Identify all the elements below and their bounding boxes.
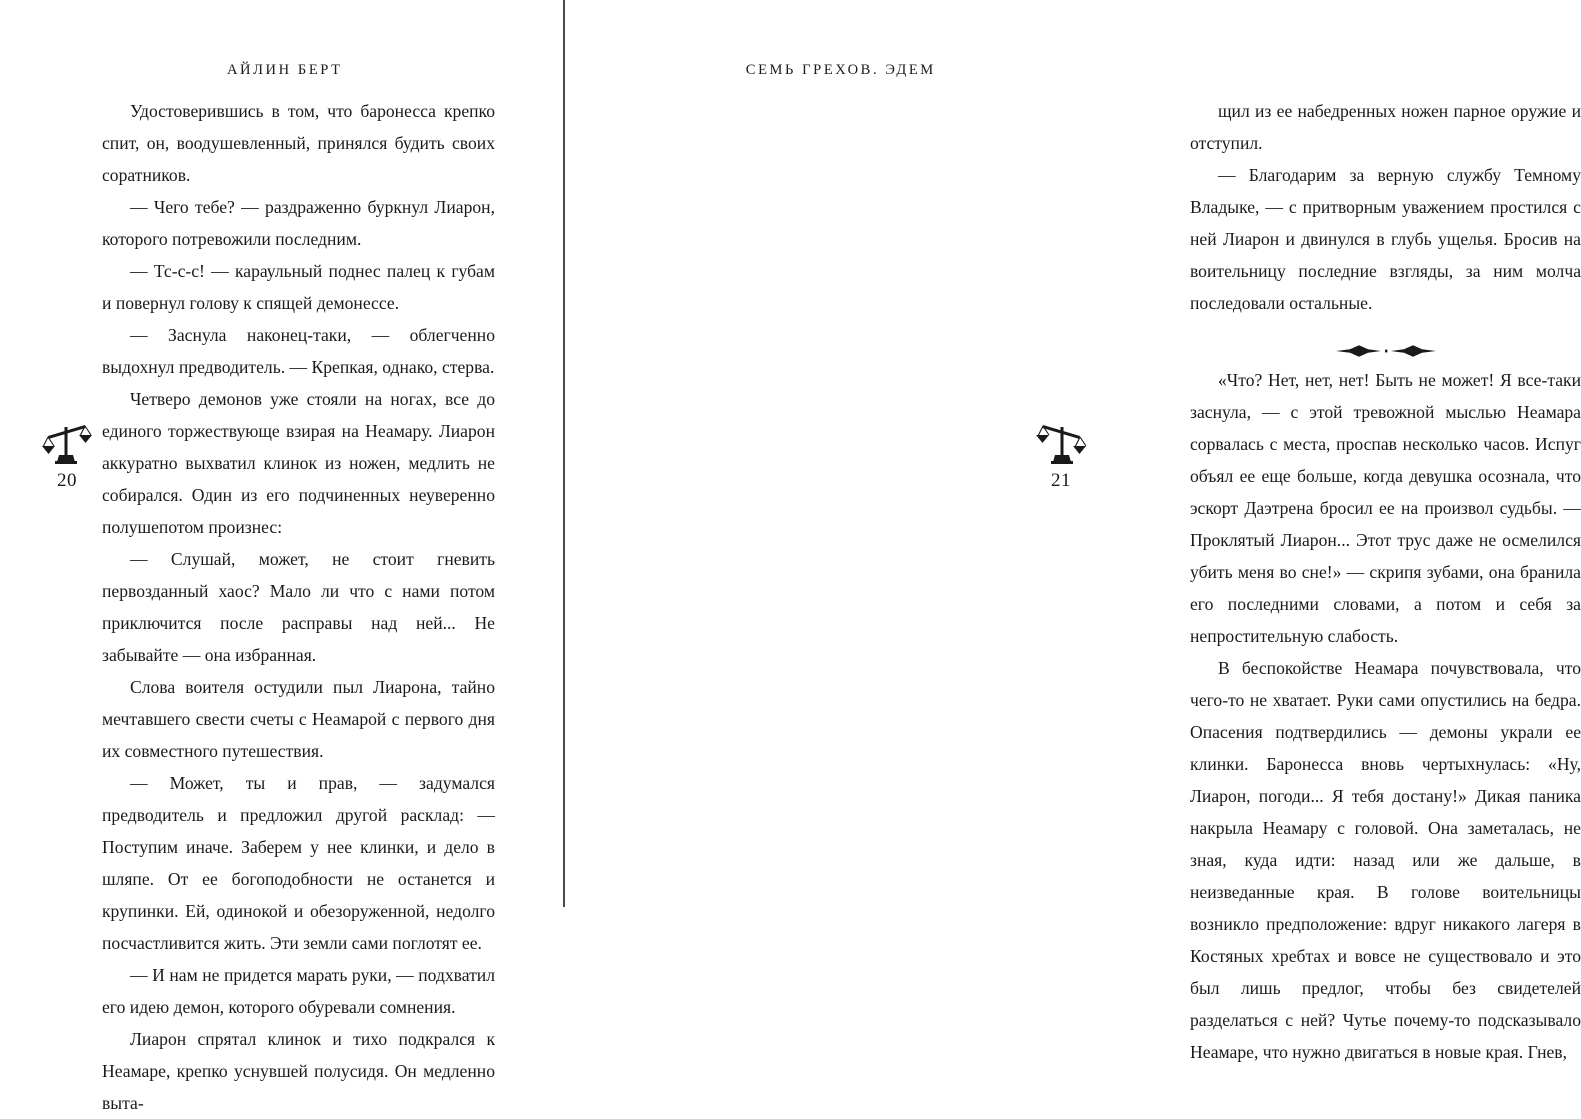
- gutter-divider: [563, 0, 565, 907]
- paragraph: Слова воителя остудили пыл Лиарона, тайно мечтавшего свести счеты с Неамарой с первого дня их совместного путешествия.: [102, 677, 495, 761]
- paragraph: Лиарон спрятал клинок и тихо подкрался к Неамаре, крепко уснувшей полусидя. Он медленно выта-: [102, 1029, 495, 1113]
- running-head-left: АЙЛИН БЕРТ: [226, 62, 343, 78]
- scales-icon: [1024, 414, 1098, 468]
- page-number: 21: [1051, 470, 1071, 491]
- folio-right: [1024, 414, 1098, 492]
- paragraph: щил из ее набедренных ножен парное оружие и отступил.: [1190, 101, 1581, 153]
- paragraph: — Благодарим за верную службу Темному Владыке, — с притворным уважением простился с ней Лиарон и двинулся в глубь ущелья. Бросив на воительницу последние взгляды, за ним молча последовали остальные.: [1190, 165, 1581, 313]
- paragraph: — Может, ты и прав, — задумался предводитель и предложил другой расклад: — Поступим иначе. Заберем у нее клинки, и дело в шляпе. От ее богоподобности не останется и крупинки. Ей, одинокой и обезоруженной, недолго посчастливится жить. Эти земли сами поглотят ее.: [102, 773, 495, 953]
- folio-left: [30, 414, 104, 492]
- left-page-body: [102, 95, 495, 1119]
- double-diamond-ornament: [1190, 333, 1581, 351]
- right-page-body: [1190, 95, 1581, 1068]
- scales-icon: [30, 414, 104, 468]
- page-number: 20: [57, 470, 77, 491]
- paragraph: В беспокойстве Неамара почувствовала, что чего-то не хватает. Руки сами опустились на бедра. Опасения подтвердились — демоны украли ее клинки. Баронесса вновь чертыхнулась: «Ну, Лиарон, погоди... Я тебя достану!» Дикая паника накрыла Неамару с головой. Она заметалась, не зная, куда идти: назад или же дальше, в неизведанные края. В голове воительницы возникло предположение: вдруг никакого лагеря в Костяных хребтах и вовсе не существовало и это был лишь предлог, чтобы без свидетелей разделаться с ней? Чутье почему-то подсказывало Неамаре, что нужно двигаться в новые края. Гнев,: [1190, 658, 1581, 1062]
- paragraph: Удостоверившись в том, что баронесса крепко спит, он, воодушевленный, принялся будить своих соратников.: [102, 101, 495, 185]
- paragraph: — Слушай, может, не стоит гневить первозданный хаос? Мало ли что с нами потом приключится после расправы над ней... Не забывайте — она избранная.: [102, 549, 495, 665]
- left-page: [0, 0, 563, 1113]
- paragraph: — Заснула наконец-таки, — облегченно выдохнул предводитель. — Крепкая, однако, стерва.: [102, 325, 495, 377]
- paragraph: Четверо демонов уже стояли на ногах, все до единого торжествующе взирая на Неамару. Лиарон аккуратно выхватил клинок из ножен, медлить не собирался. Один из его подчиненных неуверенно полушепотом произнес:: [102, 389, 495, 537]
- paragraph: — И нам не придется марать руки, — подхватил его идею демон, которого обуревали сомнения.: [102, 965, 495, 1017]
- paragraph: «Что? Нет, нет, нет! Быть не может! Я все-таки заснула, — с этой тревожной мыслью Неамара сорвалась с места, проспав несколько часов. Испуг объял ее еще больше, когда девушка осознала, что эскорт Даэтрена бросил ее на произвол судьбы. — Проклятый Лиарон... Этот трус даже не осмелился убить меня во сне!» — скрипя зубами, она бранила его последними словами, а потом и себя за непростительную слабость.: [1190, 370, 1581, 646]
- paragraph: — Тс-с-с! — караульный поднес палец к губам и повернул голову к спящей демонессе.: [102, 261, 495, 313]
- paragraph: — Чего тебе? — раздраженно буркнул Лиарон, которого потревожили последним.: [102, 197, 495, 249]
- running-head-right: СЕМЬ ГРЕХОВ. ЭДЕМ: [745, 62, 936, 78]
